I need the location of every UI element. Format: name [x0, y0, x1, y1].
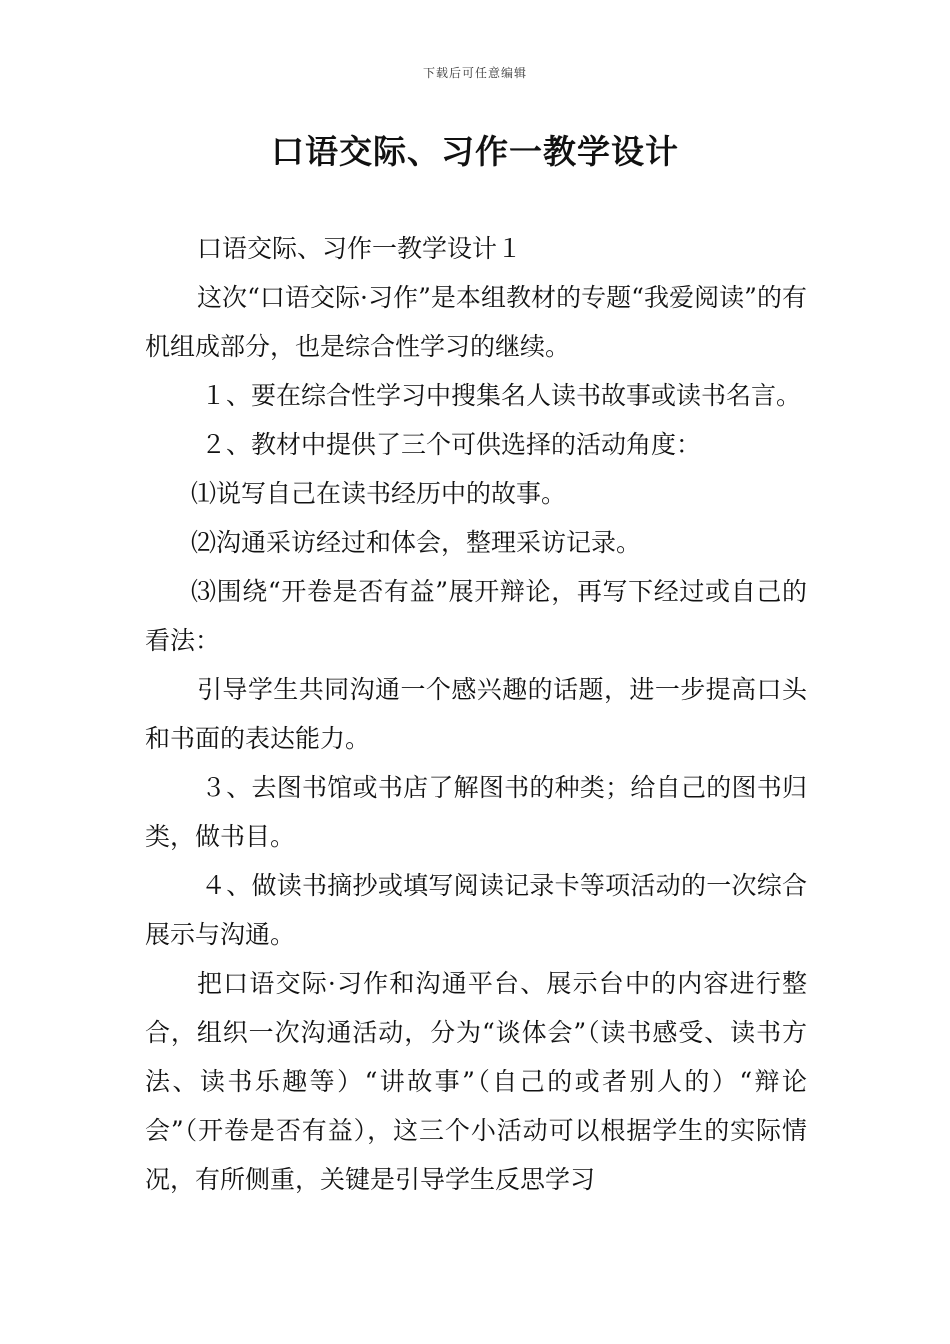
- paragraph-sub-3: ⑶围绕“开卷是否有益”展开辩论，再写下经过或自己的看法：: [145, 577, 807, 655]
- paragraph-item-4: ４、做读书摘抄或填写阅读记录卡等项活动的一次综合展示与沟通。: [145, 871, 807, 949]
- paragraph-subtitle: 口语交际、习作一教学设计１: [197, 234, 523, 263]
- document-body: [145, 224, 807, 1204]
- header-note: 下载后可任意编辑: [422, 66, 527, 80]
- paragraph-guidance: 引导学生共同沟通一个感兴趣的话题，进一步提高口头和书面的表达能力。: [145, 675, 807, 753]
- paragraph-item-1: １、要在综合性学习中搜集名人读书故事或读书名言。: [201, 381, 802, 410]
- paragraph-intro: 这次“口语交际·习作”是本组教材的专题“我爱阅读”的有机组成部分，也是综合性学习的继续。: [145, 283, 807, 361]
- document-title: 口语交际、习作一教学设计: [271, 132, 679, 171]
- paragraph-item-2: ２、教材中提供了三个可供选择的活动角度：: [201, 430, 702, 459]
- paragraph-item-3: ３、去图书馆或书店了解图书的种类；给自己的图书归类，做书目。: [145, 773, 807, 851]
- paragraph-integration: 把口语交际·习作和沟通平台、展示台中的内容进行整合，组织一次沟通活动，分为“谈体会”（读书感受、读书方法、读书乐趣等）“讲故事”（自己的或者别人的）“辩论会”（开卷是否有益），这三个小活动可以根据学生的实际情况，有所侧重，关键是引导学生反思学习: [145, 969, 807, 1194]
- paragraph-sub-2: ⑵沟通采访经过和体会，整理采访记录。: [191, 528, 642, 557]
- paragraph-sub-1: ⑴说写自己在读书经历中的故事。: [191, 479, 567, 508]
